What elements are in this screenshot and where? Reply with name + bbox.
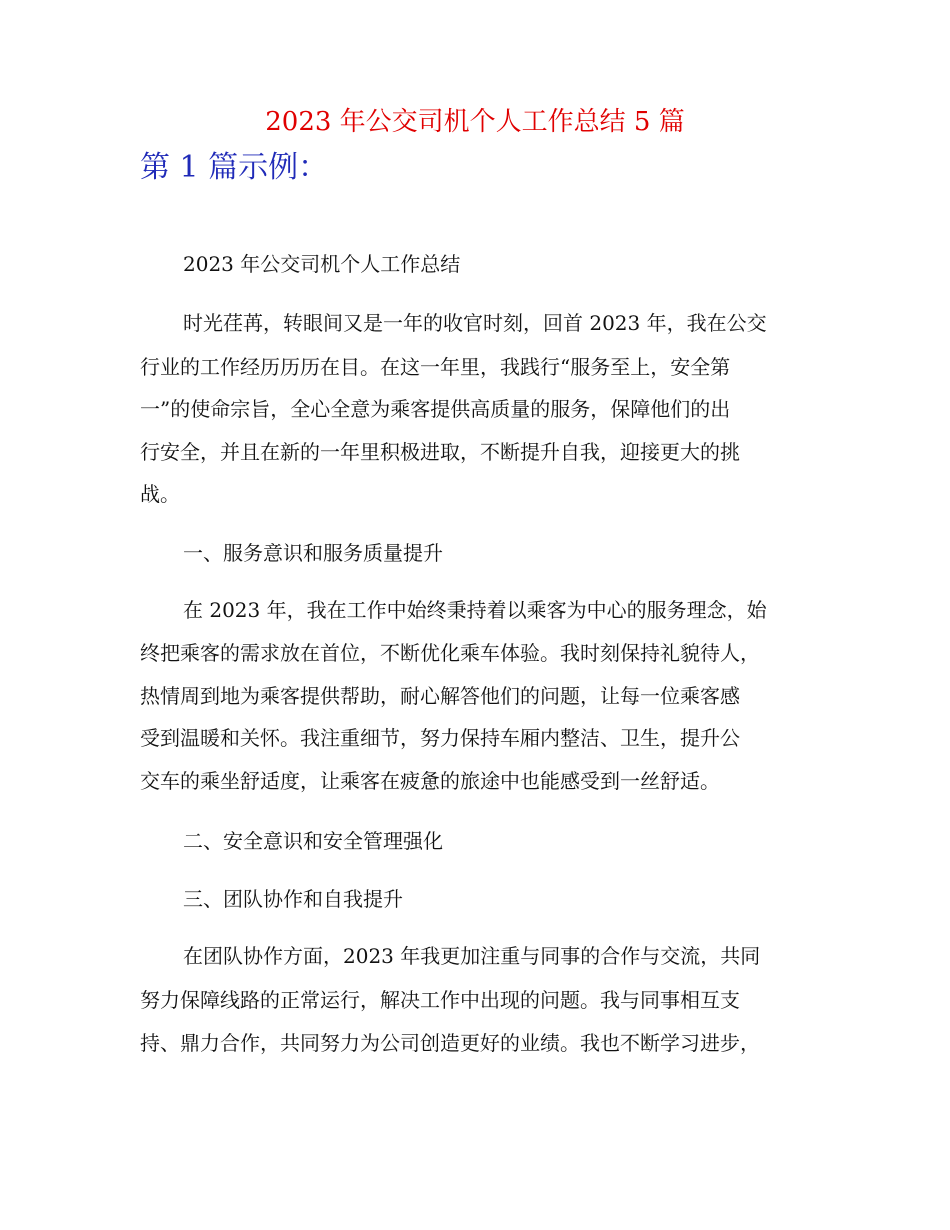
section1-line-5: 交车的乘坐舒适度，让乘客在疲惫的旅途中也能感受到一丝舒适。 bbox=[140, 769, 720, 793]
section1-line-3: 热情周到地为乘客提供帮助，耐心解答他们的问题，让每一位乘客感 bbox=[140, 684, 740, 708]
document-title: 2023 年公交司机个人工作总结 5 篇 bbox=[265, 107, 685, 137]
intro-line-2: 行业的工作经历历历在目。在这一年里，我践行“服务至上，安全第 bbox=[140, 355, 731, 379]
section1-line-2: 终把乘客的需求放在首位，不断优化乘车体验。我时刻保持礼貌待人， bbox=[140, 641, 760, 665]
section-heading-1: 一、服务意识和服务质量提升 bbox=[183, 541, 443, 565]
section1-line-1: 在 2023 年，我在工作中始终秉持着以乘客为中心的服务理念，始 bbox=[183, 598, 767, 622]
essay-subtitle: 2023 年公交司机个人工作总结 bbox=[183, 252, 461, 276]
section-heading-2: 二、安全意识和安全管理强化 bbox=[183, 829, 443, 853]
intro-line-4: 行安全，并且在新的一年里积极进取，不断提升自我，迎接更大的挑 bbox=[140, 440, 740, 464]
section-heading-3: 三、团队协作和自我提升 bbox=[183, 887, 403, 911]
section3-line-1: 在团队协作方面，2023 年我更加注重与同事的合作与交流，共同 bbox=[183, 944, 761, 968]
section3-line-2: 努力保障线路的正常运行，解决工作中出现的问题。我与同事相互支 bbox=[140, 988, 740, 1012]
intro-line-5: 战。 bbox=[140, 482, 180, 506]
section3-line-3: 持、鼎力合作，共同努力为公司创造更好的业绩。我也不断学习进步， bbox=[140, 1031, 760, 1055]
intro-line-3: 一”的使命宗旨，全心全意为乘客提供高质量的服务，保障他们的出 bbox=[140, 397, 731, 421]
example-heading: 第 1 篇示例： bbox=[140, 150, 329, 185]
section1-line-4: 受到温暖和关怀。我注重细节，努力保持车厢内整洁、卫生，提升公 bbox=[140, 726, 740, 750]
intro-line-1: 时光荏苒，转眼间又是一年的收官时刻，回首 2023 年，我在公交 bbox=[183, 311, 767, 335]
